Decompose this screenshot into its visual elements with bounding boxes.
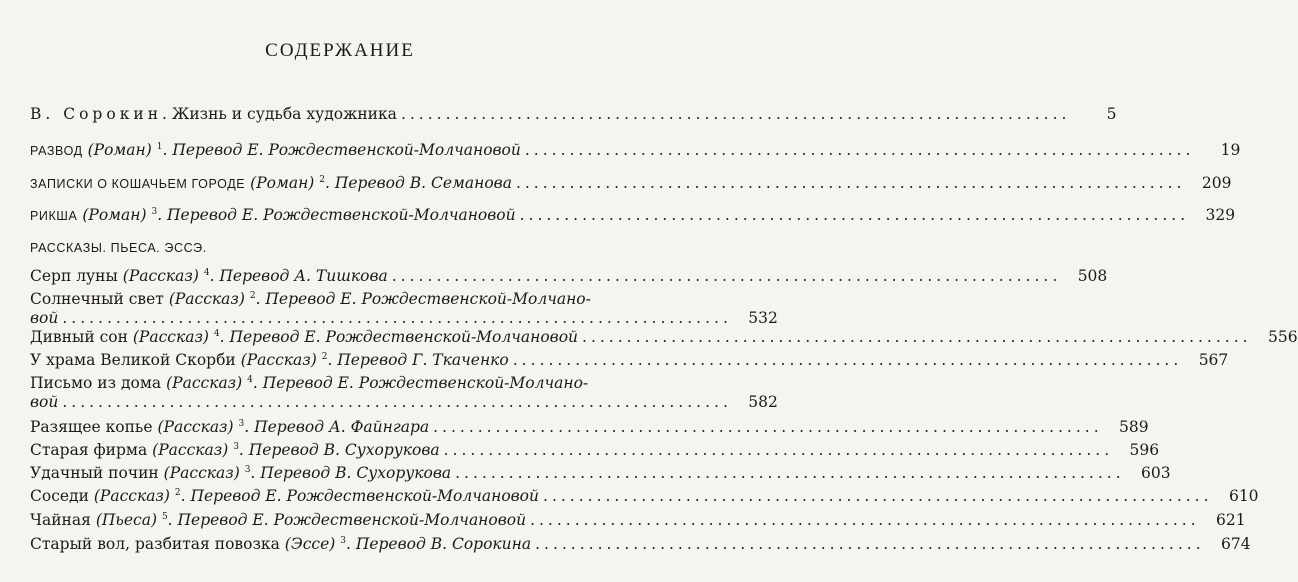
entry-title: Письмо из дома — [30, 374, 162, 392]
entry-note: 4 — [203, 268, 210, 278]
entry-page: 508 — [1077, 267, 1108, 285]
entry-note: 4 — [213, 329, 220, 339]
leader-dots: ........................................................................... — [530, 511, 1200, 529]
entry-translator: . Перевод Е. Рождественской-Молчано- — [255, 290, 591, 308]
entry-translator: . Перевод А. Тишкова — [209, 267, 388, 285]
entry-note: 2 — [321, 352, 328, 362]
leader-dots: ........................................................................... — [455, 464, 1125, 482]
entry-genre: (Рассказ) — [168, 290, 245, 308]
entry-title: РАЗВОД — [30, 144, 83, 158]
toc-entry[interactable] — [30, 535, 1251, 554]
entry-translator: . Перевод Г. Ткаченко — [327, 351, 509, 369]
entry-title: ЗАПИСКИ О КОШАЧЬЕМ ГОРОДЕ — [30, 177, 246, 191]
entry-page: 19 — [1220, 141, 1241, 159]
entry-genre: (Рассказ) — [240, 351, 317, 369]
toc-entry[interactable] — [30, 206, 1236, 226]
leader-dots: ........................................................................... — [433, 418, 1103, 436]
entry-title: РИКША — [30, 209, 78, 223]
toc-entry[interactable] — [30, 105, 1117, 124]
leader-dots: ........................................................................... — [515, 174, 1186, 192]
entry-page: 567 — [1198, 351, 1229, 369]
entry-genre: (Рассказ) — [122, 267, 199, 285]
entry-page: 532 — [748, 309, 778, 327]
entry-page: 596 — [1129, 441, 1160, 459]
entry-note: 3 — [238, 419, 245, 429]
page-title: СОДЕРЖАНИЕ — [265, 40, 415, 61]
toc-entry[interactable] — [30, 141, 1241, 161]
entry-note: 3 — [233, 442, 239, 452]
entry-page: 5 — [1106, 105, 1117, 123]
entry-title: Старая фирма — [30, 441, 148, 459]
entry-note: 2 — [174, 488, 181, 498]
entry-translator: . Перевод В. Сухорукова — [238, 441, 440, 459]
entry-translator: . Перевод А. Файнгара — [244, 418, 430, 436]
entry-page: 674 — [1221, 535, 1251, 553]
entry-note: 4 — [247, 375, 253, 385]
entry-page: 603 — [1141, 464, 1171, 482]
entry-title: Чайная — [30, 511, 91, 529]
toc-entry[interactable] — [30, 464, 1171, 483]
leader-dots: ........................................................................... — [400, 105, 1071, 123]
entry-title: Серп луны — [30, 267, 118, 285]
leader-dots: ........................................................................... — [582, 328, 1252, 346]
entry-translator: . Перевод В. Семанова — [325, 174, 512, 192]
entry-genre: (Рассказ) — [132, 328, 209, 346]
leader-dots: ........................................................................... — [443, 441, 1114, 459]
toc-entry[interactable] — [30, 511, 1246, 530]
entry-genre: (Роман) — [87, 141, 152, 159]
toc-entry[interactable] — [30, 441, 1160, 460]
entry-page: 589 — [1119, 418, 1149, 436]
entry-translator: . Перевод В. Сорокина — [345, 535, 532, 553]
entry-genre: (Эссе) — [284, 535, 336, 553]
entry-note: 2 — [319, 175, 326, 185]
entry-note: 3 — [244, 465, 251, 475]
entry-author: В. Сорокин — [30, 105, 163, 123]
toc-entry[interactable] — [30, 374, 778, 412]
entry-page: 329 — [1205, 206, 1236, 224]
entry-page: 556 — [1267, 328, 1298, 346]
entry-title: Соседи — [30, 487, 89, 505]
toc-entry[interactable] — [30, 290, 778, 328]
toc-entry[interactable] — [30, 267, 1108, 286]
leader-dots: ........................................................................... — [62, 309, 732, 327]
entry-translator: . Перевод Е. Рождественской-Молчановой — [157, 206, 516, 224]
entry-translator: . Перевод Е. Рождественской-Молчановой — [219, 328, 579, 346]
entry-page: 621 — [1216, 511, 1246, 529]
entry-title: Разящее копье — [30, 418, 153, 436]
entry-translator: . Перевод Е. Рождественской-Молчановой — [162, 141, 521, 159]
entry-page: 582 — [748, 393, 778, 411]
entry-continuation: вой — [30, 393, 59, 411]
section-heading: РАССКАЗЫ. ПЬЕСА. ЭССЭ. — [30, 241, 207, 255]
leader-dots: ........................................................................... — [524, 141, 1195, 159]
entry-note: 2 — [249, 291, 256, 301]
leader-dots: ........................................................................... — [391, 267, 1062, 285]
toc-entry[interactable] — [30, 174, 1232, 194]
entry-translator: . Перевод Е. Рождественской-Молчановой — [180, 487, 540, 505]
entry-page: 610 — [1228, 487, 1259, 505]
entry-title: . Жизнь и судьба художника — [162, 105, 397, 123]
entry-page: 209 — [1201, 174, 1232, 192]
entry-title: Удачный почин — [30, 464, 159, 482]
entry-genre: (Роман) — [250, 174, 315, 192]
entry-genre: (Рассказ) — [93, 487, 170, 505]
entry-title: Солнечный свет — [30, 290, 164, 308]
entry-translator: . Перевод В. Сухорукова — [250, 464, 452, 482]
leader-dots: ........................................................................... — [512, 351, 1183, 369]
entry-note: 1 — [156, 142, 163, 152]
leader-dots: ........................................................................... — [62, 393, 732, 411]
entry-title: Старый вол, разбитая повозка — [30, 535, 280, 553]
toc-entry[interactable] — [30, 351, 1229, 370]
entry-genre: (Рассказ) — [157, 418, 234, 436]
entry-note: 3 — [340, 536, 346, 546]
leader-dots: ........................................................................... — [519, 206, 1190, 224]
entry-genre: (Рассказ) — [166, 374, 243, 392]
entry-continuation: вой — [30, 309, 59, 327]
entry-translator: . Перевод Е. Рождественской-Молчано- — [252, 374, 589, 392]
entry-genre: (Пьеса) — [95, 511, 157, 529]
toc-entry[interactable] — [30, 418, 1149, 437]
entry-genre: (Рассказ) — [152, 441, 229, 459]
leader-dots: ........................................................................... — [543, 487, 1213, 505]
entry-translator: . Перевод Е. Рождественской-Молчановой — [167, 511, 527, 529]
entry-genre: (Рассказ) — [163, 464, 240, 482]
entry-genre: (Роман) — [82, 206, 147, 224]
toc-entry[interactable] — [30, 328, 1298, 347]
entry-note: 5 — [161, 512, 168, 522]
leader-dots: ........................................................................... — [535, 535, 1205, 553]
entry-title: Дивный сон — [30, 328, 128, 346]
toc-entry[interactable] — [30, 487, 1259, 506]
entry-note: 3 — [151, 207, 158, 217]
entry-title: У храма Великой Скорби — [30, 351, 236, 369]
